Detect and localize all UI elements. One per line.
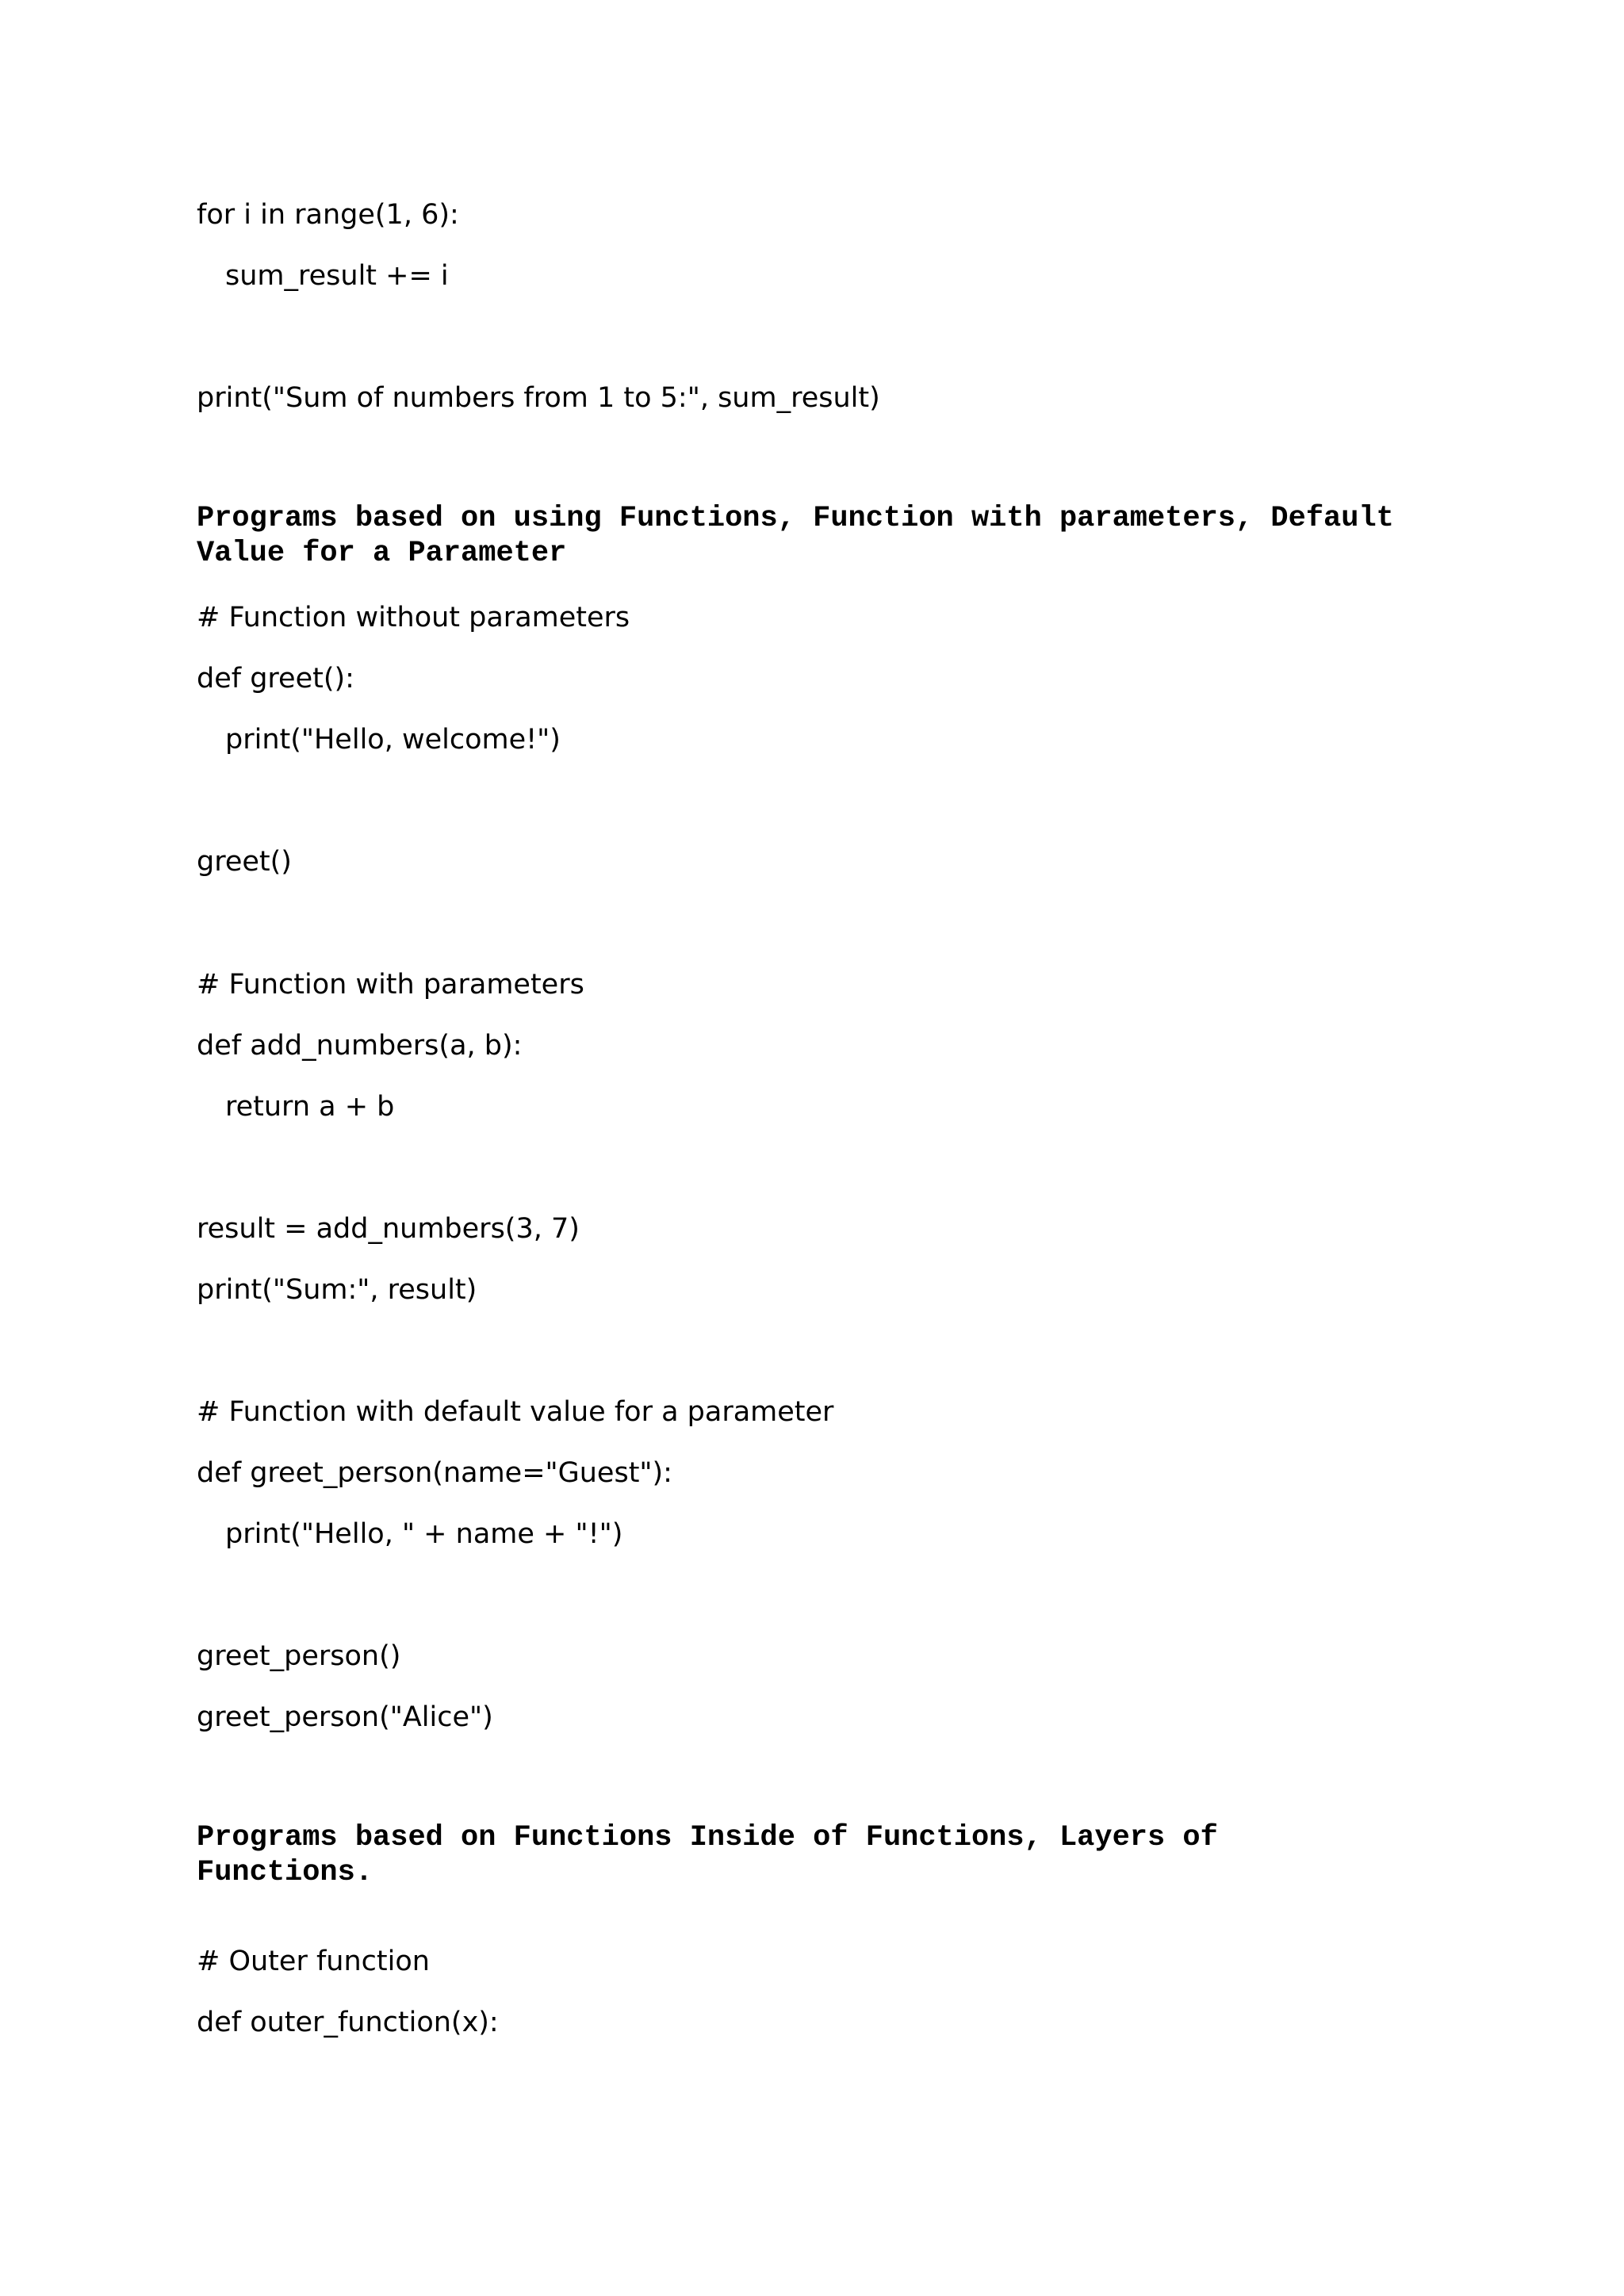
code-comment-default-value: # Function with default value for a parameter (197, 1396, 834, 1428)
section-heading-functions-line-2: Value for a Parameter (197, 537, 567, 570)
code-line-greet-person-alice-call: greet_person("Alice") (197, 1701, 493, 1733)
code-line-greet-body: print("Hello, welcome!") (225, 724, 561, 756)
code-comment-no-params: # Function without parameters (197, 602, 630, 633)
code-line-def-outer-function: def outer_function(x): (197, 2007, 499, 2038)
code-line-return-sum: return a + b (225, 1091, 395, 1123)
code-line-greet-call: greet() (197, 846, 292, 878)
code-line-sum-accumulate: sum_result += i (225, 260, 449, 292)
code-line-def-greet-person: def greet_person(name="Guest"): (197, 1457, 672, 1489)
code-comment-outer-function: # Outer function (197, 1946, 430, 1977)
code-comment-with-params: # Function with parameters (197, 969, 584, 1001)
section-heading-functions-line-1: Programs based on using Functions, Function with parameters, Default (197, 502, 1394, 535)
section-heading-nested-functions-line-2: Functions. (197, 1856, 373, 1889)
code-line-print-sum: print("Sum of numbers from 1 to 5:", sum_result) (197, 382, 880, 414)
code-line-print-result: print("Sum:", result) (197, 1274, 477, 1306)
code-line-for-loop: for i in range(1, 6): (197, 199, 459, 231)
code-line-def-greet: def greet(): (197, 663, 354, 695)
code-line-greet-person-default-call: greet_person() (197, 1640, 401, 1672)
code-line-def-add-numbers: def add_numbers(a, b): (197, 1030, 523, 1062)
code-line-greet-person-body: print("Hello, " + name + "!") (225, 1518, 623, 1550)
code-line-result-assign: result = add_numbers(3, 7) (197, 1213, 580, 1245)
section-heading-nested-functions-line-1: Programs based on Functions Inside of Functions, Layers of (197, 1821, 1218, 1854)
